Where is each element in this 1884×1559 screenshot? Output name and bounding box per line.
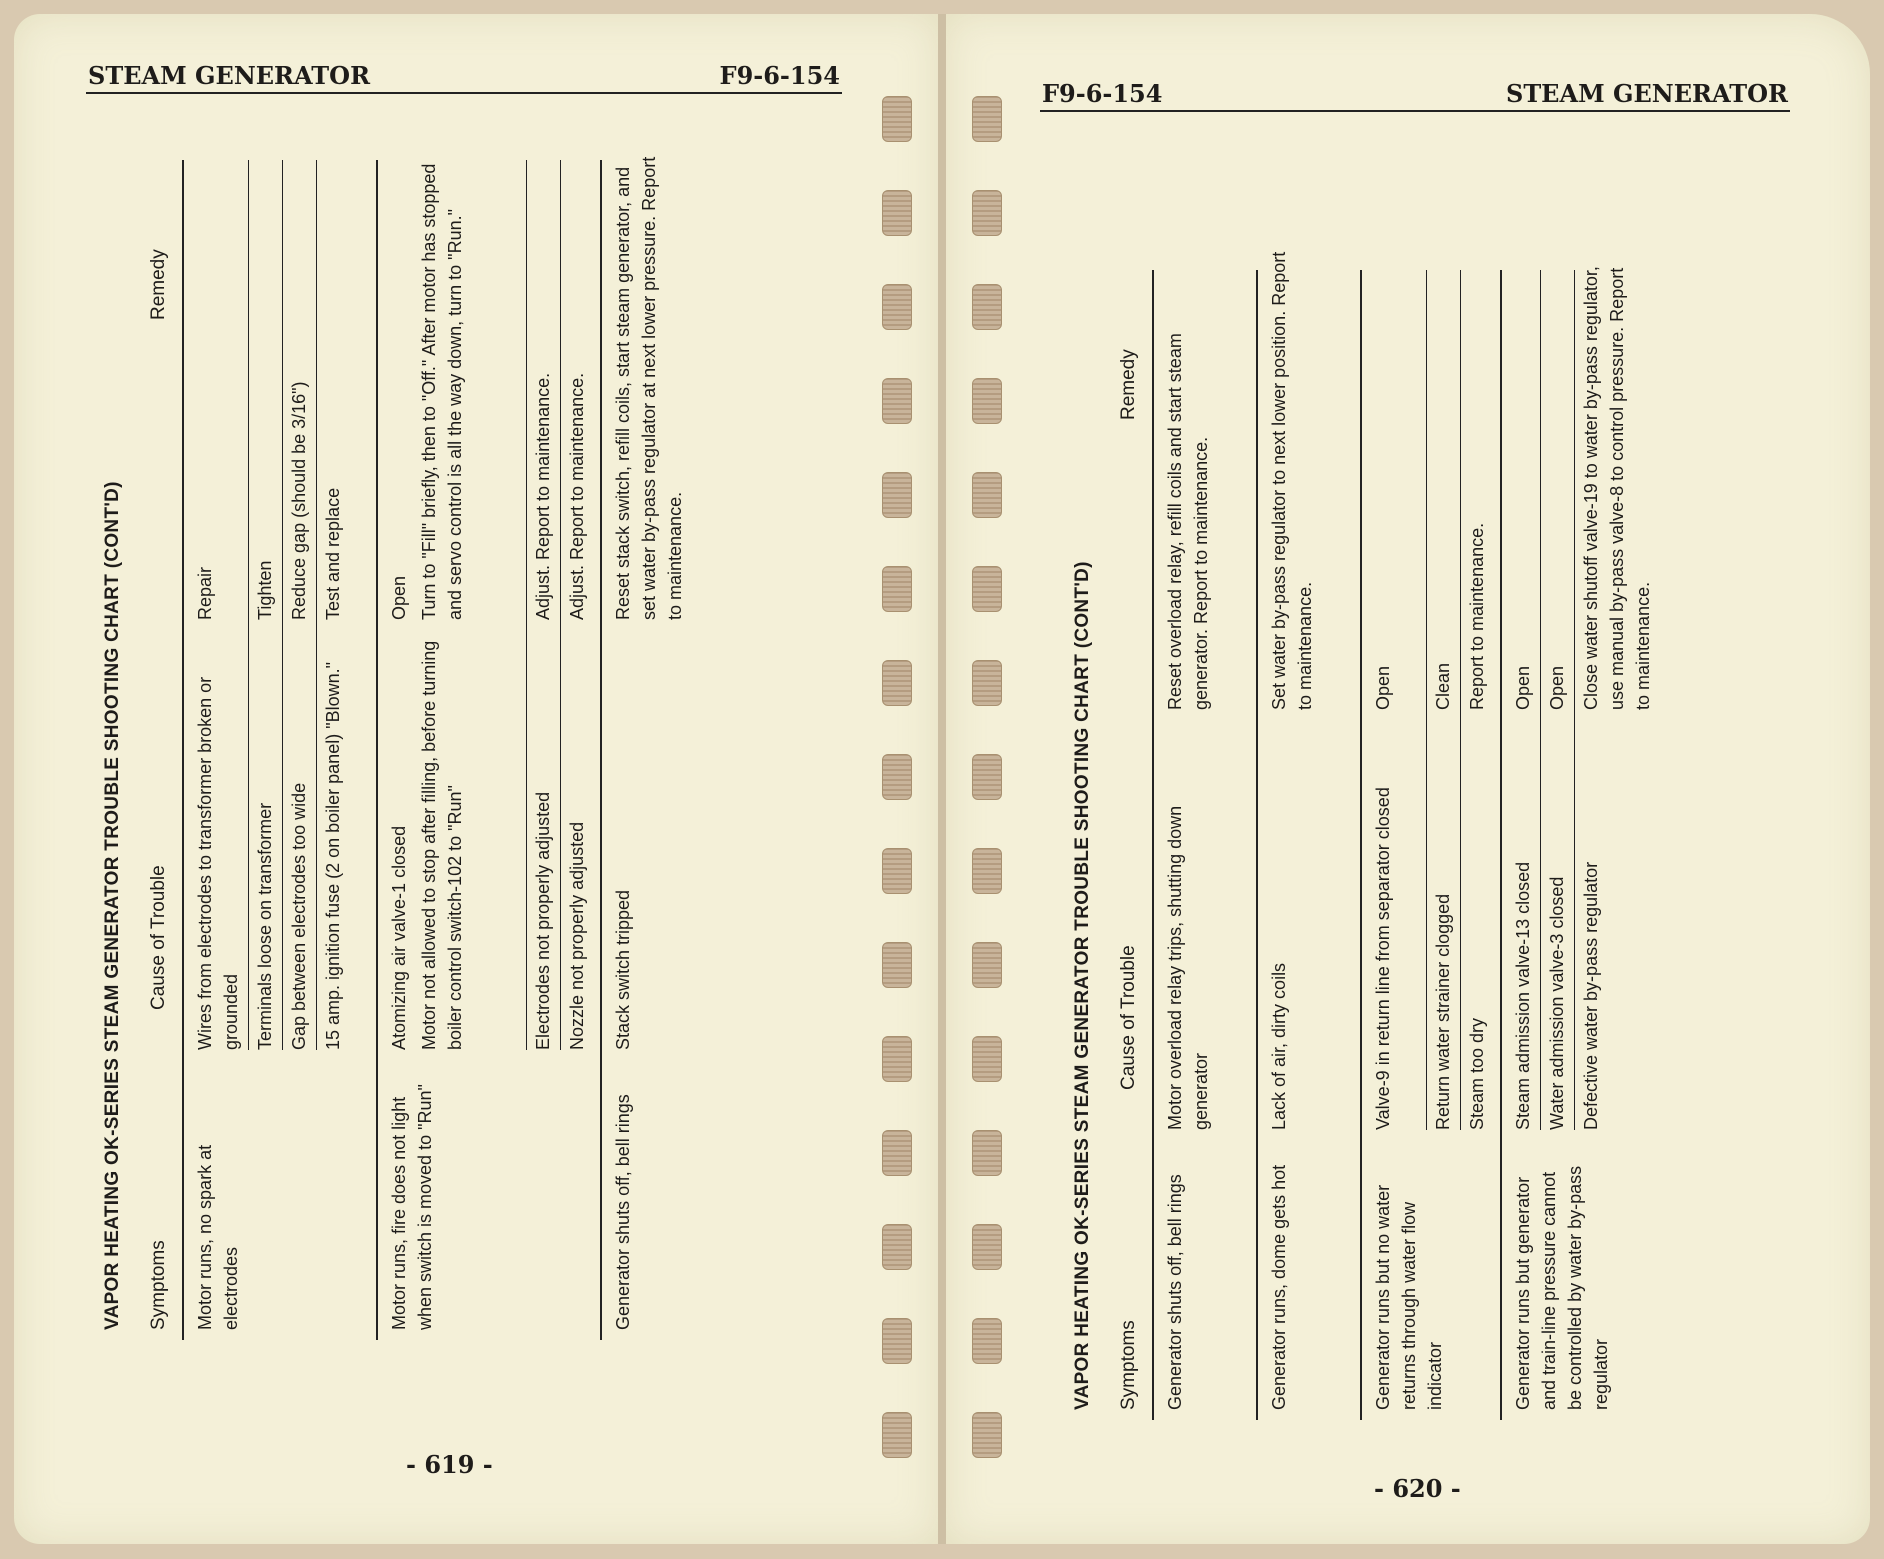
binding-hole xyxy=(882,96,912,142)
right-cause-3-1: Valve-9 in return line from separator closed xyxy=(1373,787,1393,1130)
left-cause-2-2: Motor not allowed to stop after filling, before turning boiler control switch-102 to "Run" xyxy=(419,640,465,1050)
left-col-remedy: Remedy xyxy=(148,249,169,320)
right-remedy-3-2: Clean xyxy=(1433,662,1453,710)
left-trouble-chart xyxy=(100,140,820,1340)
right-cause-2-1: Lack of air, dirty coils xyxy=(1269,962,1289,1130)
binding-hole xyxy=(882,942,912,988)
left-cause-2-3: Electrodes not properly adjusted xyxy=(533,791,553,1050)
left-remedy-1-4: Test and replace xyxy=(323,487,343,620)
left-cause-1-2: Terminals loose on transformer xyxy=(255,802,275,1050)
binding-hole xyxy=(972,1130,1002,1176)
right-trouble-chart xyxy=(1070,240,1770,1420)
left-remedy-2-1: Open xyxy=(389,575,409,620)
right-remedy-2-1: Set water by-pass regulator to next lower position. Report to maintenance. xyxy=(1269,251,1315,710)
left-symptom-3: Generator shuts off, bell rings xyxy=(613,1094,633,1330)
binding-hole xyxy=(972,660,1002,706)
left-remedy-1-2: Tighten xyxy=(255,560,275,620)
binding-hole xyxy=(972,1318,1002,1364)
right-col-remedy: Remedy xyxy=(1118,349,1139,420)
right-remedy-4-3: Close water shutoff valve-19 to water by-pass regulator, use manual by-pass valve-8 to control pressure. Report to maintenance. xyxy=(1581,266,1653,710)
left-group-rule xyxy=(376,160,378,1340)
binding-hole xyxy=(882,378,912,424)
binding-hole xyxy=(972,1224,1002,1270)
binding-hole xyxy=(972,472,1002,518)
binding-hole xyxy=(972,96,1002,142)
left-row-rule xyxy=(248,160,249,1050)
right-cause-4-3: Defective water by-pass regulator xyxy=(1581,861,1601,1130)
binding-hole xyxy=(972,378,1002,424)
left-cause-3-1: Stack switch tripped xyxy=(613,889,633,1050)
left-cause-1-4: 15 amp. ignition fuse (2 on boiler panel) "Blown." xyxy=(323,661,343,1050)
right-symptom-2: Generator runs, dome gets hot xyxy=(1269,1164,1289,1410)
right-symptom-1: Generator shuts off, bell rings xyxy=(1165,1174,1185,1410)
left-remedy-2-3: Adjust. Report to maintenance. xyxy=(533,372,553,620)
binding-hole xyxy=(882,472,912,518)
left-symptom-2: Motor runs, fire does not light when switch is moved to "Run" xyxy=(389,1084,435,1330)
binding-hole xyxy=(972,942,1002,988)
right-cause-3-3: Steam too dry xyxy=(1467,1017,1487,1130)
left-row-rule xyxy=(560,160,561,1050)
binding-hole xyxy=(882,1036,912,1082)
binding-hole xyxy=(972,566,1002,612)
left-row-rule xyxy=(282,160,283,1050)
right-remedy-4-1: Open xyxy=(1513,665,1533,710)
right-row-rule xyxy=(1574,270,1575,1130)
binding-hole xyxy=(972,754,1002,800)
binding-hole xyxy=(972,1412,1002,1458)
left-page-header xyxy=(86,52,842,94)
binding-hole xyxy=(972,190,1002,236)
binding-hole xyxy=(972,848,1002,894)
left-cause-2-1: Atomizing air valve-1 closed xyxy=(389,825,409,1050)
binding-hole xyxy=(972,284,1002,330)
left-header-title: STEAM GENERATOR xyxy=(88,61,371,90)
right-remedy-3-1: Open xyxy=(1373,665,1393,710)
left-remedy-1-3: Reduce gap (should be 3/16") xyxy=(289,381,309,620)
binding-hole xyxy=(882,1318,912,1364)
left-header-code: F9-6-154 xyxy=(719,61,840,90)
binding-hole xyxy=(882,848,912,894)
binding-hole xyxy=(882,1130,912,1176)
right-cause-1-1: Motor overload relay trips, shutting down generator xyxy=(1165,805,1211,1130)
binding-hole xyxy=(882,660,912,706)
left-row-rule xyxy=(526,160,527,1050)
binding-hole xyxy=(882,1412,912,1458)
right-row-rule xyxy=(1426,270,1427,1130)
binding-hole xyxy=(882,1224,912,1270)
right-group-rule xyxy=(1500,270,1502,1420)
binding-gutter xyxy=(938,14,946,1544)
right-group-rule xyxy=(1360,270,1362,1420)
left-remedy-2-4: Adjust. Report to maintenance. xyxy=(567,372,587,620)
right-remedy-1-1: Reset overload relay, refill coils and start steam generator. Report to maintenance. xyxy=(1165,333,1211,710)
left-symptom-1: Motor runs, no spark at electrodes xyxy=(195,1144,241,1330)
right-header-code: F9-6-154 xyxy=(1042,79,1163,108)
right-row-rule xyxy=(1540,270,1541,1130)
left-header-rule xyxy=(182,160,184,1340)
right-remedy-3-3: Report to maintenance. xyxy=(1467,522,1487,710)
right-row-rule xyxy=(1460,270,1461,1130)
right-symptom-3: Generator runs but no water returns through water flow indicator xyxy=(1373,1184,1445,1410)
binding-hole xyxy=(972,1036,1002,1082)
left-cause-1-3: Gap between electrodes too wide xyxy=(289,782,309,1050)
right-remedy-4-2: Open xyxy=(1547,665,1567,710)
right-col-cause: Cause of Trouble xyxy=(1118,945,1139,1090)
left-page-number: - 619 - xyxy=(406,1450,493,1479)
left-remedy-3-1: Reset stack switch, refill coils, start steam generator, and set water by-pass regulator at next lower pressure. Report to maintenance. xyxy=(613,156,685,620)
left-remedy-1-1: Repair xyxy=(195,566,215,620)
right-group-rule xyxy=(1256,270,1258,1420)
right-cause-4-1: Steam admission valve-13 closed xyxy=(1513,861,1533,1130)
left-remedy-2-2: Turn to "Fill" briefly, then to "Off." After motor has stopped and servo control is all the way down, turn to "Run." xyxy=(419,163,465,620)
left-chart-title: VAPOR HEATING OK-SERIES STEAM GENERATOR TROUBLE SHOOTING CHART (CONT'D) xyxy=(102,481,123,1330)
binding-hole xyxy=(882,754,912,800)
left-cause-2-4: Nozzle not properly adjusted xyxy=(567,821,587,1050)
right-cause-4-2: Water admission valve-3 closed xyxy=(1547,876,1567,1130)
left-cause-1-1: Wires from electrodes to transformer broken or grounded xyxy=(195,676,241,1050)
right-col-symptoms: Symptoms xyxy=(1118,1320,1139,1410)
binding-hole xyxy=(882,190,912,236)
left-col-symptoms: Symptoms xyxy=(148,1240,169,1330)
binding-hole xyxy=(882,566,912,612)
left-group-rule xyxy=(600,160,602,1340)
right-page-number: - 620 - xyxy=(1374,1474,1461,1503)
right-chart-title: VAPOR HEATING OK-SERIES STEAM GENERATOR TROUBLE SHOOTING CHART (CONT'D) xyxy=(1072,561,1093,1410)
right-symptom-4: Generator runs but generator and train-line pressure cannot be controlled by water by-pass regulator xyxy=(1513,1165,1611,1410)
left-row-rule xyxy=(316,160,317,1050)
right-cause-3-2: Return water strainer clogged xyxy=(1433,893,1453,1130)
right-header-rule xyxy=(1152,270,1154,1420)
right-header-title: STEAM GENERATOR xyxy=(1505,79,1788,108)
left-col-cause: Cause of Trouble xyxy=(148,865,169,1010)
right-page-header xyxy=(1040,70,1790,112)
binding-hole xyxy=(882,284,912,330)
